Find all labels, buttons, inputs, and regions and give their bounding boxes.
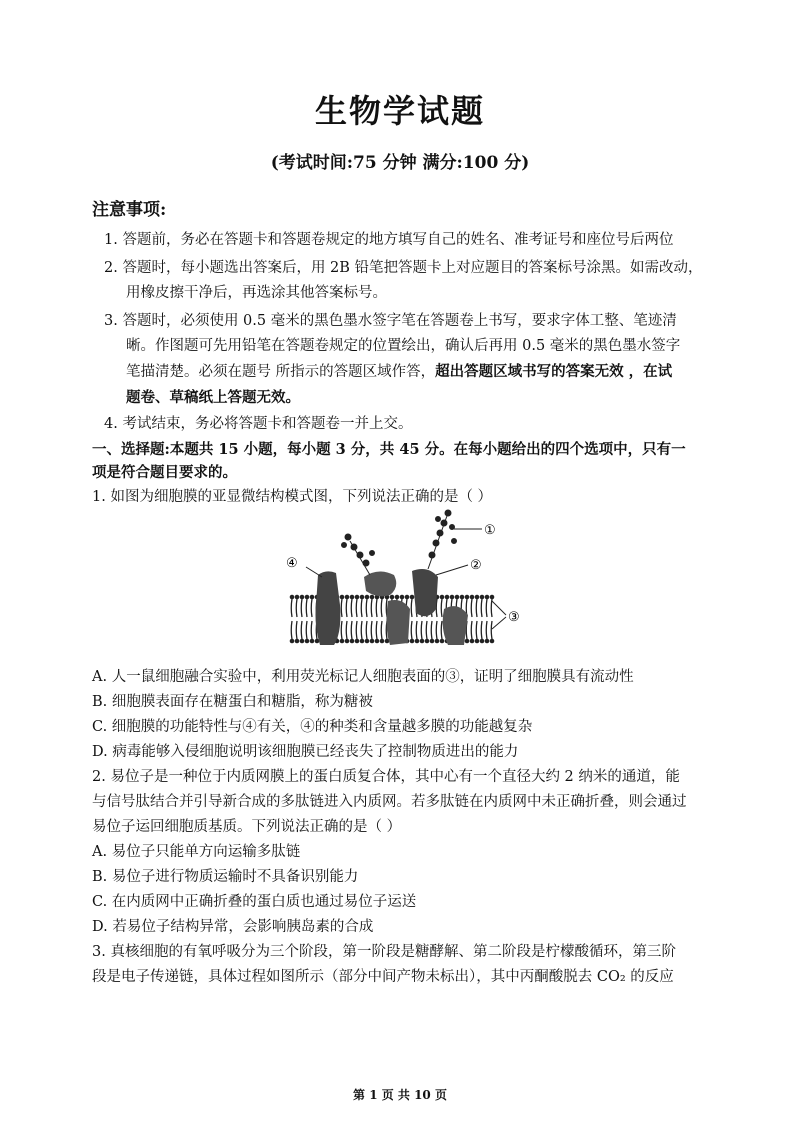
question-2-stem-2: 与信号肽结合并引导新合成的多肽链进入内质网。若多肽链在内质网中未正确折叠，则会通过	[92, 794, 687, 810]
question-1-option-d: D. 病毒能够入侵细胞说明该细胞膜已经丧失了控制物质进出的能力	[92, 744, 519, 760]
lipid-tail	[351, 621, 352, 639]
lipid-tail	[301, 621, 302, 639]
question-1-option-a: A. 人一鼠细胞融合实验中，利用荧光标记人细胞表面的③，证明了细胞膜具有流动性	[92, 669, 634, 685]
notice-item-3-cont2	[126, 362, 672, 382]
lipid-head	[490, 595, 495, 600]
protein-right	[443, 606, 468, 645]
lipid-head	[345, 595, 350, 600]
protein-2	[412, 569, 438, 616]
lipid-tail	[356, 621, 357, 639]
lipid-head	[475, 595, 480, 600]
protein-mid	[364, 571, 396, 596]
lipid-tail	[356, 599, 357, 617]
lipid-tail	[426, 621, 427, 639]
lipid-head	[475, 639, 480, 644]
lipid-tail	[291, 599, 292, 617]
lipid-head	[360, 595, 365, 600]
notice-item-3-text: 笔描清楚。必须在题号 所指示的答题区域作答，	[126, 364, 436, 380]
lipid-tail	[416, 621, 417, 639]
lipid-tail	[381, 621, 382, 639]
question-2-stem-3: 易位子运回细胞质基质。下列说法正确的是（ ）	[92, 819, 402, 835]
lipid-tail	[471, 599, 472, 617]
lipid-head	[410, 595, 415, 600]
question-1-option-b: B. 细胞膜表面存在糖蛋白和糖脂，称为糖被	[92, 694, 373, 710]
lipid-head	[360, 639, 365, 644]
lipid-head	[295, 639, 300, 644]
label-3: ③	[508, 610, 520, 625]
lipid-tail	[291, 621, 292, 639]
question-2-stem-1: 2. 易位子是一种位于内质网膜上的蛋白质复合体，其中心有一个直径大约 2 纳米的通道，能	[92, 769, 680, 785]
label-1: ①	[484, 523, 496, 538]
lipid-tail	[491, 599, 492, 617]
section-heading: 一、选择题:本题共 15 小题，每小题 3 分，共 45 分。在每小题给出的四个选项中，只有一	[92, 441, 686, 458]
lipid-head	[430, 639, 435, 644]
lipid-tail	[311, 599, 312, 617]
question-2-option-c: C. 在内质网中正确折叠的蛋白质也通过易位子运送	[92, 894, 417, 910]
lipid-tail	[301, 599, 302, 617]
notice-item-3-cont1: 晰。作图题可先用铅笔在答题卷规定的位置绘出，确认后再用 0.5 毫米的黑色墨水签字	[126, 338, 681, 354]
lipid-head	[395, 595, 400, 600]
lipid-head	[440, 595, 445, 600]
notice-heading: 注意事项:	[92, 200, 167, 220]
label-2: ②	[470, 558, 482, 573]
lipid-head	[470, 639, 475, 644]
lipid-tail	[486, 621, 487, 639]
lipid-head	[400, 595, 405, 600]
lipid-tail	[471, 621, 472, 639]
cell-membrane-diagram	[278, 505, 538, 660]
page-footer: 第 1 页 共 10 页	[353, 1088, 447, 1102]
lipid-head	[425, 639, 430, 644]
protein-low	[386, 600, 410, 645]
lipid-head	[355, 639, 360, 644]
notice-item-3-cont3: 题卷、草稿纸上答题无效。	[126, 389, 300, 406]
glycocalyx-chain-left	[342, 534, 375, 575]
glycocalyx-chain-right	[428, 510, 457, 569]
lipid-head	[415, 639, 420, 644]
lipid-head	[450, 595, 455, 600]
lipid-head	[340, 639, 345, 644]
lipid-head	[305, 595, 310, 600]
lipid-head	[380, 639, 385, 644]
lipid-tail	[341, 599, 342, 617]
lipid-head	[465, 595, 470, 600]
notice-item-1: 1. 答题前，务必在答题卡和答题卷规定的地方填写自己的姓名、准考证号和座位号后两位	[104, 232, 674, 248]
lipid-head	[465, 639, 470, 644]
notice-item-4: 4. 考试结束，务必将答题卡和答题卷一并上交。	[104, 416, 413, 432]
lipid-head	[370, 595, 375, 600]
lipid-tail	[366, 621, 367, 639]
lipid-tail	[486, 599, 487, 617]
lipid-tail	[376, 599, 377, 617]
lipid-head	[365, 595, 370, 600]
lipid-head	[460, 595, 465, 600]
protein-4	[316, 571, 341, 645]
lipid-tail	[436, 621, 437, 639]
lipid-head	[365, 639, 370, 644]
lipid-head	[470, 595, 475, 600]
lipid-tail	[411, 621, 412, 639]
lipid-tail	[361, 599, 362, 617]
lipid-head	[480, 595, 485, 600]
lipid-head	[405, 595, 410, 600]
lipid-head	[485, 595, 490, 600]
notice-item-3-bold: 超出答题区域书写的答案无效 ，在试	[435, 363, 673, 380]
lipid-tail	[431, 621, 432, 639]
lipid-head	[355, 595, 360, 600]
lipid-tail	[481, 599, 482, 617]
lipid-head	[290, 639, 295, 644]
lipid-tail	[476, 599, 477, 617]
lipid-tail	[411, 599, 412, 617]
lipid-tail	[351, 599, 352, 617]
lipid-tail	[296, 621, 297, 639]
lipid-head	[420, 639, 425, 644]
lipid-tail	[441, 621, 442, 639]
lipid-tail	[361, 621, 362, 639]
lipid-head	[440, 639, 445, 644]
lipid-head	[350, 639, 355, 644]
section-heading-cont: 项是符合题目要求的。	[92, 464, 237, 481]
lipid-head	[310, 639, 315, 644]
notice-item-3: 3. 答题时，必须使用 0.5 毫米的黑色墨水签字笔在答题卷上书写，要求字体工整、笔迹清	[104, 313, 677, 329]
lipid-head	[290, 595, 295, 600]
lipid-tail	[306, 599, 307, 617]
lipid-head	[350, 595, 355, 600]
lipid-tail	[371, 621, 372, 639]
lipid-tail	[366, 599, 367, 617]
lipid-tail	[441, 599, 442, 617]
lipid-head	[490, 639, 495, 644]
question-3-stem-1: 3. 真核细胞的有氧呼吸分为三个阶段，第一阶段是糖酵解、第二阶段是柠檬酸循环，第三阶	[92, 944, 676, 960]
lipid-tail	[481, 621, 482, 639]
lipid-head	[340, 595, 345, 600]
lipid-head	[390, 595, 395, 600]
lipid-tail	[381, 599, 382, 617]
lipid-head	[445, 595, 450, 600]
notice-item-2: 2. 答题时，每小题选出答案后，用 2B 铅笔把答题卡上对应题目的答案标号涂黑。如需改动，	[104, 260, 703, 276]
lipid-head	[485, 639, 490, 644]
lipid-head	[305, 639, 310, 644]
lipid-tail	[421, 621, 422, 639]
question-3-stem-2: 段是电子传递链，具体过程如图所示（部分中间产物未标出），其中丙酮酸脱去 CO₂ 的反应	[92, 969, 674, 985]
lipid-tail	[306, 621, 307, 639]
lipid-head	[455, 595, 460, 600]
question-2-option-b: B. 易位子进行物质运输时不具备识别能力	[92, 869, 359, 885]
label-4: ④	[286, 556, 298, 571]
notice-item-2-cont: 用橡皮擦干净后，再选涂其他答案标号。	[126, 285, 387, 301]
lipid-tail	[371, 599, 372, 617]
lipid-tail	[296, 599, 297, 617]
question-1-stem: 1. 如图为细胞膜的亚显微结构模式图，下列说法正确的是（ ）	[92, 489, 493, 505]
lipid-head	[300, 595, 305, 600]
question-2-option-d: D. 若易位子结构异常，会影响胰岛素的合成	[92, 919, 374, 935]
lipid-tail	[346, 621, 347, 639]
lipid-head	[310, 595, 315, 600]
lipid-head	[435, 639, 440, 644]
lipid-head	[300, 639, 305, 644]
lipid-tail	[491, 621, 492, 639]
lipid-tail	[311, 621, 312, 639]
lipid-tail	[376, 621, 377, 639]
lipid-head	[295, 595, 300, 600]
lipid-tail	[341, 621, 342, 639]
lipid-head	[345, 639, 350, 644]
exam-time-info: (考试时间:75 分钟 满分:100 分)	[270, 153, 530, 173]
page-title: 生物学试题	[314, 92, 485, 130]
question-2-option-a: A. 易位子只能单方向运输多肽链	[92, 844, 301, 860]
lipid-head	[410, 639, 415, 644]
lipid-head	[375, 639, 380, 644]
lipid-tail	[346, 599, 347, 617]
lipid-tail	[476, 621, 477, 639]
lipid-head	[480, 639, 485, 644]
lipid-head	[370, 639, 375, 644]
question-1-option-c: C. 细胞膜的功能特性与④有关，④的种类和含量越多膜的功能越复杂	[92, 719, 533, 735]
